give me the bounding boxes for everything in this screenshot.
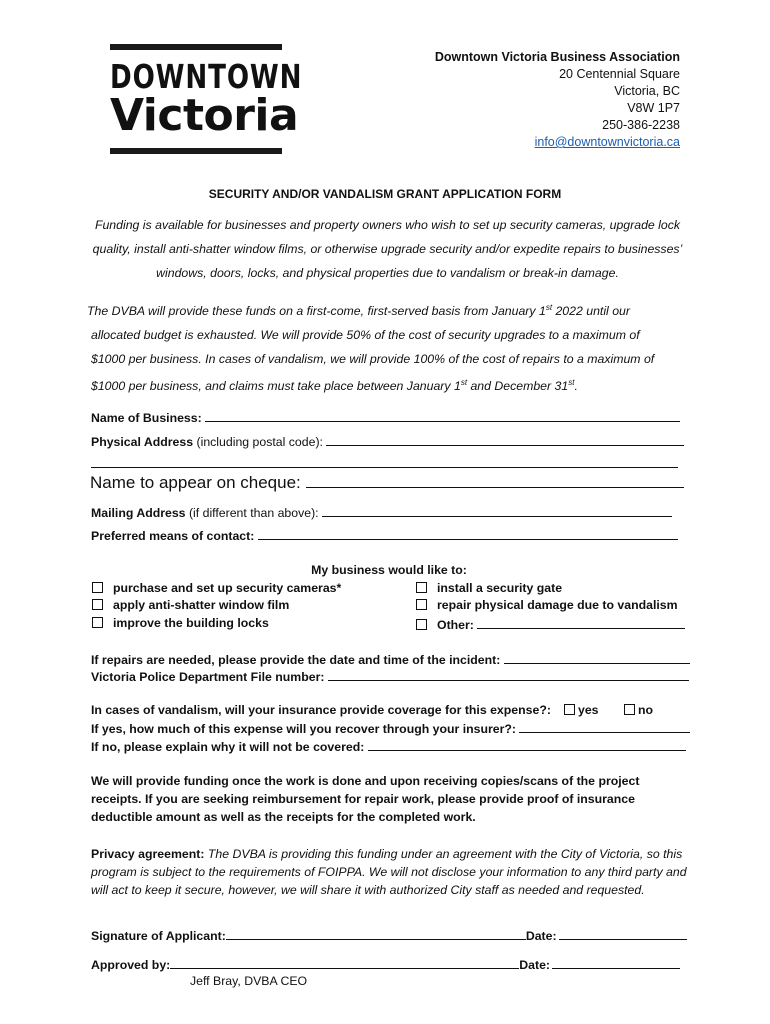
cheque-name-label: Name to appear on cheque	[90, 473, 297, 492]
city: Victoria, BC	[614, 84, 680, 98]
not-covered-label: If no, please explain why it will not be covered:	[91, 740, 365, 754]
form-title: SECURITY AND/OR VANDALISM GRANT APPLICATION FORM	[208, 187, 562, 201]
street-address: 20 Centennial Square	[559, 67, 680, 81]
not-covered-field	[91, 738, 686, 754]
applicant-signature-label: Signature of Applicant:	[91, 929, 226, 943]
privacy-label: Privacy agreement:	[91, 847, 205, 861]
logo-bottom-bar	[110, 148, 282, 154]
checkbox[interactable]	[564, 704, 575, 715]
option-other[interactable]: Other:	[416, 616, 685, 632]
applicant-signature-input[interactable]	[226, 927, 526, 940]
checkbox[interactable]	[416, 582, 427, 593]
approved-by-label: Approved by:	[91, 958, 171, 972]
logo-top-bar	[110, 44, 282, 50]
approved-date-input[interactable]	[552, 956, 680, 969]
organization-name: Downtown Victoria Business Association	[434, 50, 680, 64]
funding-note: We will provide funding once the work is done and upon receiving copies/scans of the project receipts. If you are seeking reimbursement for repair work, please provide proof of insurance deductible amount as well as the receipts for the completed work.	[91, 774, 640, 824]
option-security-gate[interactable]: install a security gate	[416, 581, 562, 595]
applicant-signature-field	[91, 927, 687, 943]
option-security-cameras[interactable]: purchase and set up security cameras*	[92, 581, 341, 595]
incident-date-field	[91, 651, 690, 667]
options-heading: My business would like to:	[311, 563, 467, 577]
intro-paragraph: Funding is available for businesses and property owners who wish to set up security cameras, upgrade lock quality, install anti-shatter window films, or otherwise upgrade security and/or expedite repairs to businesses’ windows, doors, locks, and physical properties due to vandalism or break-in damage.	[92, 218, 683, 280]
business-name-input[interactable]	[205, 409, 680, 422]
mailing-address-note: (if different than above):	[185, 506, 319, 520]
incident-date-label: If repairs are needed, please provide the date and time of the incident:	[91, 653, 501, 667]
other-input[interactable]	[477, 616, 685, 629]
contact-input[interactable]	[258, 527, 678, 540]
checkbox[interactable]	[624, 704, 635, 715]
contact-field	[91, 527, 678, 543]
insurance-no-option[interactable]: no	[624, 703, 653, 717]
police-file-field	[91, 668, 689, 684]
cheque-name-input[interactable]	[306, 472, 684, 488]
physical-address-line2	[91, 455, 678, 471]
physical-address-field	[91, 433, 684, 449]
option-anti-shatter-film[interactable]: apply anti-shatter window film	[92, 598, 289, 612]
approved-date-label: Date:	[519, 958, 551, 972]
police-file-label: Victoria Police Department File number:	[91, 670, 325, 684]
funding-terms-paragraph: The DVBA will provide these funds on a first-come, first-served basis from January 1st 2022 until our allocated budget is exhausted. We will provide 50% of the cost of security upgrades to a maximum of $1000 per business. In cases of vandalism, we will provide 100% of the cost of repairs to a maximum of $1000 per business, and claims must take place between January 1st and December 31st.	[87, 303, 655, 394]
business-name-label: Name of Business:	[91, 411, 202, 425]
business-name-field	[91, 409, 680, 425]
option-building-locks[interactable]: improve the building locks	[92, 616, 269, 630]
physical-address-input[interactable]	[326, 433, 684, 446]
checkbox[interactable]	[92, 599, 103, 610]
postal-code: V8W 1P7	[627, 101, 680, 115]
approved-by-input[interactable]	[170, 956, 519, 969]
logo-text-victoria: Victoria	[110, 90, 299, 141]
not-covered-input[interactable]	[368, 738, 686, 751]
applicant-date-label: Date:	[525, 929, 557, 943]
dvba-logo	[110, 44, 303, 154]
phone-number: 250-386-2238	[602, 118, 680, 132]
contact-label: Preferred means of contact:	[91, 529, 255, 543]
checkbox[interactable]	[92, 617, 103, 628]
mailing-address-label: Mailing Address	[91, 506, 186, 520]
checkbox[interactable]	[92, 582, 103, 593]
privacy-text: The DVBA is providing this funding under an agreement with the City of Victoria, so this program is subject to the requirements of FOIPPA. We will not disclose your information to any third party and will act to keep it secure, however, we will share it with authorized City staff as needed and requested.	[91, 847, 687, 897]
insurance-question	[91, 703, 551, 717]
cheque-name-field: Name to appear on cheque:	[90, 472, 684, 493]
incident-date-input[interactable]	[504, 651, 690, 664]
email-link[interactable]: info@downtownvictoria.ca	[534, 135, 680, 149]
insurance-question-label: In cases of vandalism, will your insurance provide coverage for this expense?:	[91, 703, 551, 717]
applicant-date-input[interactable]	[559, 927, 687, 940]
approved-by-field	[91, 956, 680, 972]
mailing-address-input[interactable]	[322, 504, 672, 517]
privacy-agreement	[91, 845, 691, 899]
checkbox[interactable]	[416, 599, 427, 610]
insurer-recovery-input[interactable]	[519, 720, 690, 733]
insurer-recovery-field	[91, 720, 690, 736]
physical-address-note: (including postal code):	[193, 435, 323, 449]
physical-address-input-line2[interactable]	[91, 455, 678, 468]
insurer-recovery-label: If yes, how much of this expense will you recover through your insurer?:	[91, 722, 517, 736]
physical-address-label: Physical Address	[91, 435, 194, 449]
checkbox[interactable]	[416, 619, 427, 630]
ceo-name: Jeff Bray, DVBA CEO	[190, 974, 308, 988]
insurance-yes-option[interactable]: yes	[564, 703, 599, 717]
address-block	[435, 49, 680, 151]
mailing-address-field	[91, 504, 672, 520]
police-file-input[interactable]	[328, 668, 689, 681]
option-repair-vandalism[interactable]: repair physical damage due to vandalism	[416, 598, 678, 612]
logo-text-downtown: DOWNTOWN	[110, 57, 303, 96]
